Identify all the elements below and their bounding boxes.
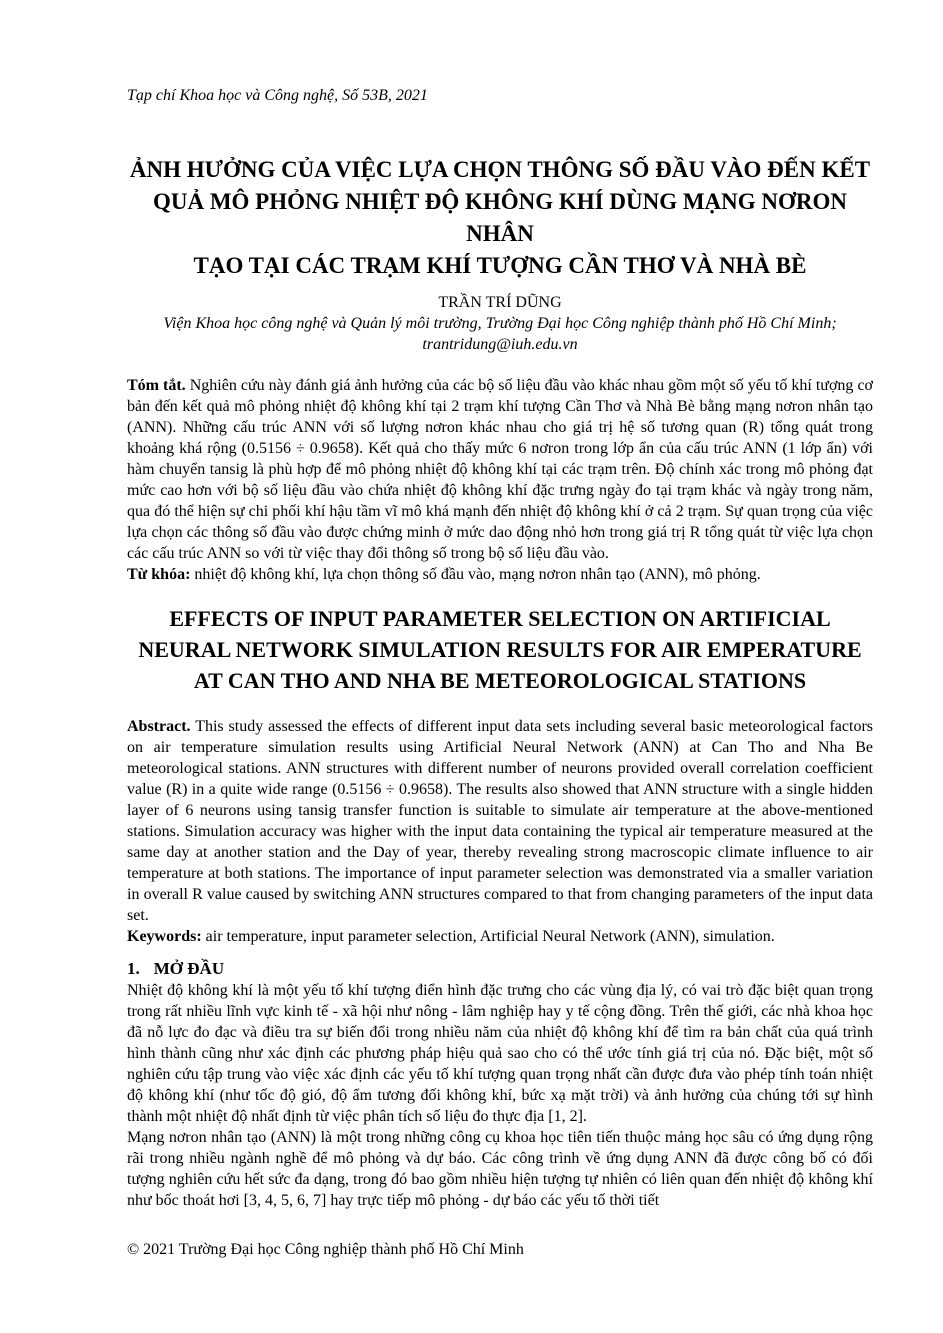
author-affiliation: Viện Khoa học công nghệ và Quản lý môi trường, Trường Đại học Công nghiệp thành phố Hồ Chí Minh; bbox=[163, 315, 837, 332]
keywords-en bbox=[127, 926, 873, 947]
abstract-vi-text: Nghiên cứu này đánh giá ảnh hưởng của các bộ số liệu đầu vào khác nhau gồm một số yếu tố khí tượng cơ bản đến kết quả mô phỏng nhiệt độ không khí tại 2 trạm khí tượng Cần Thơ và Nhà Bè bằng mạng nơron nhân tạo (ANN). Những cấu trúc ANN với số lượng nơron khác nhau cho giá trị hệ số tương quan (R) tổng quát trong khoảng khá rộng (0.5156 ÷ 0.9658). Kết quả cho thấy mức 6 nơron trong lớp ẩn của cấu trúc ANN (1 lớp ẩn) với hàm chuyển tansig là phù hợp để mô phỏng nhiệt độ không khí tại các trạm trên. Độ chính xác trong mô phỏng đạt mức cao hơn với bộ số liệu đầu vào chứa nhiệt độ không khí đặc trưng ngày đo tại trạm khác và ngày trong năm, qua đó thể hiện sự chi phối khí hậu tầm vĩ mô khá mạnh đến nhiệt độ không khí ở cả 2 trạm. Sự quan trọng của việc lựa chọn các thông số đầu vào được chứng minh ở mức dao động nhỏ hơn trong giá trị R tổng quát từ việc lựa chọn các cấu trúc ANN so với từ việc thay đổi thông số trong bộ số liệu đầu vào. bbox=[127, 377, 874, 562]
article-title-en bbox=[127, 603, 873, 696]
abstract-vi bbox=[127, 375, 873, 564]
article-title-en-line2: NEURAL NETWORK SIMULATION RESULTS FOR AIR EMPERATURE bbox=[138, 637, 862, 662]
article-title-vi-line3: TẠO TẠI CÁC TRẠM KHÍ TƯỢNG CẦN THƠ VÀ NHÀ BÈ bbox=[193, 253, 807, 278]
section-1-number: 1. bbox=[127, 959, 140, 978]
article-title-en-line3: AT CAN THO AND NHA BE METEOROLOGICAL STATIONS bbox=[193, 668, 807, 693]
abstract-en-text: This study assessed the effects of different input data sets including several basic meteorological factors on air temperature simulation results using Artificial Neural Network (ANN) at Can Tho and Nha Be meteorological stations. ANN structures with different number of neurons provided overall correlation coefficient value (R) in a quite wide range (0.5156 ÷ 0.9658). The results also showed that ANN structure with a single hidden layer of 6 neurons using tansig transfer function is suitable to simulate air temperature at the above-mentioned stations. Simulation accuracy was higher with the input data containing the typical air temperature measured at the same day at another station and the Day of year, thereby revealing strong macroscopic climate influence to air temperature at both stations. The importance of input parameter selection was demonstrated via a smaller variation in overall R value caused by switching ANN structures compared to that from changing parameters of the input data set. bbox=[127, 718, 874, 924]
section-1-heading bbox=[127, 957, 873, 980]
article-title-vi-line2: QUẢ MÔ PHỎNG NHIỆT ĐỘ KHÔNG KHÍ DÙNG MẠNG NƠRON NHÂN bbox=[152, 189, 848, 246]
section-1-title: MỞ ĐẦU bbox=[153, 959, 225, 978]
abstract-en bbox=[127, 716, 873, 926]
author-name: TRẦN TRÍ DŨNG bbox=[438, 294, 562, 311]
abstract-vi-label: Tóm tắt. bbox=[127, 377, 186, 394]
keywords-en-label: Keywords: bbox=[127, 928, 202, 945]
article-title-vi bbox=[127, 154, 873, 282]
author-email: trantridung@iuh.edu.vn bbox=[422, 336, 578, 353]
page-content bbox=[127, 0, 873, 1211]
section-1-paragraph-2: Mạng nơron nhân tạo (ANN) là một trong những công cụ khoa học tiên tiến thuộc mảng học sâu có ứng dụng rộng rãi trong nhiều ngành nghề để mô phỏng và dự báo. Các công trình về ứng dụng ANN đã được công bố có đối tượng nghiên cứu hết sức đa dạng, trong đó bao gồm nhiều hiện tượng tự nhiên có liên quan đến nhiệt độ không khí như bốc thoát hơi [3, 4, 5, 6, 7] hay trực tiếp mô phỏng - dự báo các yếu tố thời tiết bbox=[127, 1129, 873, 1209]
keywords-en-text: air temperature, input parameter selection, Artificial Neural Network (ANN), simulation. bbox=[205, 928, 775, 945]
abstract-en-label: Abstract. bbox=[127, 718, 191, 735]
copyright-footer: © 2021 Trường Đại học Công nghiệp thành phố Hồ Chí Minh bbox=[127, 1241, 524, 1258]
article-title-en-line1: EFFECTS OF INPUT PARAMETER SELECTION ON ARTIFICIAL bbox=[169, 606, 831, 631]
keywords-vi-label: Từ khóa: bbox=[127, 566, 191, 583]
section-1-paragraph-1: Nhiệt độ không khí là một yếu tố khí tượng điển hình đặc trưng cho các vùng địa lý, có vai trò đặc biệt quan trọng trong rất nhiều lĩnh vực kinh tế - xã hội như nông - lâm nghiệp hay y tế cộng đồng. Trên thế giới, các nhà khoa học đã nỗ lực đo đạc và điều tra sự biến đổi trong nhiều năm của nhiệt độ không khí để tìm ra bản chất của quá trình hình thành cũng như xác định các phương pháp hiệu quả sao cho có thể ước tính giá trị của nó. Đặc biệt, một số nghiên cứu tập trung vào việc xác định các yếu tố khí tượng quan trọng nhất cần được đưa vào phép tính toán nhiệt độ không khí (như tốc độ gió, độ ẩm tương đối không khí, bức xạ mặt trời) và ảnh hưởng của chúng tới sự hình thành một nhiệt độ nhất định từ việc phân tích số liệu đo thực địa [1, 2]. bbox=[127, 982, 873, 1125]
keywords-vi bbox=[127, 564, 873, 585]
article-title-vi-line1: ẢNH HƯỞNG CỦA VIỆC LỰA CHỌN THÔNG SỐ ĐẦU VÀO ĐẾN KẾT bbox=[129, 157, 871, 182]
keywords-vi-text: nhiệt độ không khí, lựa chọn thông số đầu vào, mạng nơron nhân tạo (ANN), mô phỏng. bbox=[194, 566, 761, 583]
journal-running-header: Tạp chí Khoa học và Công nghệ, Số 53B, 2021 bbox=[127, 87, 428, 104]
